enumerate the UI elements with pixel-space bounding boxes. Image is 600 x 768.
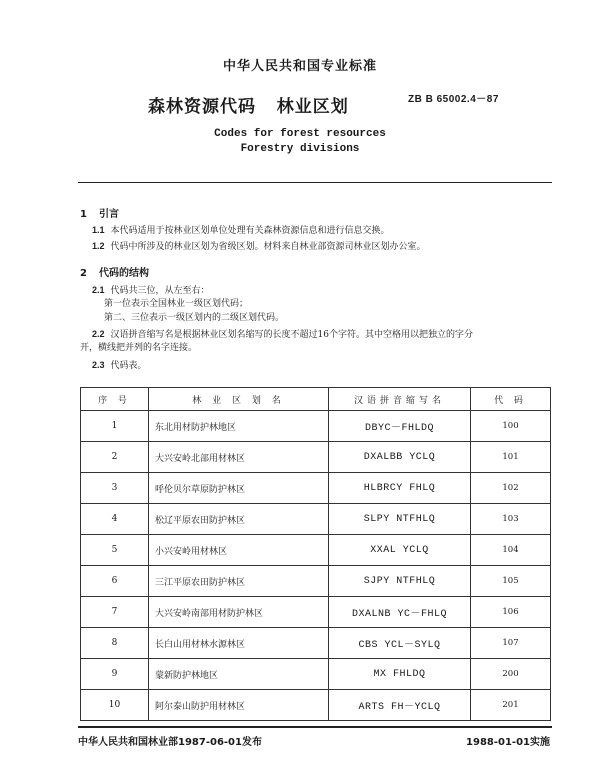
document-title-chinese: 森林资源代码 林业区划 bbox=[148, 97, 349, 117]
section-1-number: 1 bbox=[80, 209, 87, 220]
row-pinyin-abbrev: DBYC－FHLDQ bbox=[329, 411, 471, 442]
document-title-english-line1: Codes for forest resources bbox=[214, 128, 386, 140]
table-body bbox=[81, 411, 551, 721]
row-division-name: 大兴安岭南部用材防护林区 bbox=[149, 597, 329, 628]
clause-2-1-item-a: 第一位表示全国林业一级区划代码； bbox=[104, 299, 249, 309]
table-row bbox=[81, 597, 551, 628]
row-seq: 9 bbox=[81, 659, 149, 690]
row-seq: 3 bbox=[81, 473, 149, 504]
clause-2-3 bbox=[92, 359, 147, 373]
row-seq: 7 bbox=[81, 597, 149, 628]
row-division-name: 东北用材防护林地区 bbox=[149, 411, 329, 442]
row-seq: 5 bbox=[81, 535, 149, 566]
row-division-name: 三江平原农田防护林区 bbox=[149, 566, 329, 597]
row-seq: 8 bbox=[81, 628, 149, 659]
row-division-name: 大兴安岭北部用材林区 bbox=[149, 442, 329, 473]
clause-2-3-number: 2.3 bbox=[92, 360, 105, 370]
table-row bbox=[81, 442, 551, 473]
row-pinyin-abbrev: SLPY NTFHLQ bbox=[329, 504, 471, 535]
clause-1-2-number: 1.2 bbox=[92, 241, 105, 251]
header-divider bbox=[78, 182, 552, 183]
row-pinyin-abbrev: CBS YCL－SYLQ bbox=[329, 628, 471, 659]
header-pinyin-abbrev: 汉语拼音缩写名 bbox=[329, 388, 471, 411]
section-2-number: 2 bbox=[80, 268, 87, 279]
row-pinyin-abbrev: SJPY NTFHLQ bbox=[329, 566, 471, 597]
forestry-division-code-table bbox=[80, 387, 551, 721]
standard-type-heading: 中华人民共和国专业标准 bbox=[222, 59, 377, 74]
table-row bbox=[81, 659, 551, 690]
row-division-name: 松辽平原农田防护林区 bbox=[149, 504, 329, 535]
document-title-english-line2: Forestry divisions bbox=[240, 143, 360, 155]
issuer-statement: 中华人民共和国林业部1987-06-01发布 bbox=[78, 737, 262, 748]
header-seq: 序 号 bbox=[81, 388, 149, 411]
row-code: 100 bbox=[471, 411, 551, 442]
row-pinyin-abbrev: DXALBB YCLQ bbox=[329, 442, 471, 473]
row-division-name: 阿尔泰山防护用材林区 bbox=[149, 690, 329, 721]
clause-2-1-text: 代码共三位，从左至右： bbox=[110, 286, 210, 296]
footer-divider bbox=[78, 726, 552, 728]
clause-2-1-number: 2.1 bbox=[92, 285, 105, 295]
section-2-title: 代码的结构 bbox=[98, 268, 149, 279]
table-row bbox=[81, 690, 551, 721]
table-row bbox=[81, 566, 551, 597]
header-code: 代 码 bbox=[471, 388, 551, 411]
table-row bbox=[81, 411, 551, 442]
clause-2-3-text: 代码表。 bbox=[110, 361, 147, 371]
section-1-heading bbox=[80, 205, 119, 220]
row-code: 105 bbox=[471, 566, 551, 597]
clause-2-1-item-b: 第二、三位表示一级区划内的二级区划代码。 bbox=[104, 313, 285, 323]
row-division-name: 长白山用材林水源林区 bbox=[149, 628, 329, 659]
row-seq: 10 bbox=[81, 690, 149, 721]
clause-2-1 bbox=[92, 284, 210, 298]
row-pinyin-abbrev: DXALNB YC－FHLQ bbox=[329, 597, 471, 628]
table-header-row bbox=[81, 388, 551, 411]
clause-2-2-number: 2.2 bbox=[92, 329, 105, 339]
table-row bbox=[81, 535, 551, 566]
row-seq: 2 bbox=[81, 442, 149, 473]
row-code: 104 bbox=[471, 535, 551, 566]
row-division-name: 小兴安岭用材林区 bbox=[149, 535, 329, 566]
row-code: 107 bbox=[471, 628, 551, 659]
row-seq: 4 bbox=[81, 504, 149, 535]
table-row bbox=[81, 473, 551, 504]
row-division-name: 蒙新防护林地区 bbox=[149, 659, 329, 690]
header-division-name: 林 业 区 划 名 bbox=[149, 388, 329, 411]
clause-2-2-text-line1: 汉语拼音缩写名是根据林业区划名缩写的长度不超过16个字符。其中空格用以把独立的字分 bbox=[110, 330, 473, 340]
row-code: 201 bbox=[471, 690, 551, 721]
row-pinyin-abbrev: XXAL YCLQ bbox=[329, 535, 471, 566]
row-code: 102 bbox=[471, 473, 551, 504]
table-row bbox=[81, 504, 551, 535]
clause-2-2-continuation: 开，横线把并列的名字连接。 bbox=[80, 343, 198, 353]
clause-1-2 bbox=[92, 240, 426, 254]
row-seq: 6 bbox=[81, 566, 149, 597]
row-code: 103 bbox=[471, 504, 551, 535]
row-pinyin-abbrev: ARTS FH－YCLQ bbox=[329, 690, 471, 721]
row-division-name: 呼伦贝尔草原防护林区 bbox=[149, 473, 329, 504]
clause-1-1-text: 本代码适用于按林业区划单位处理有关森林资源信息和进行信息交换。 bbox=[110, 226, 390, 236]
effective-date: 1988-01-01实施 bbox=[466, 737, 550, 748]
row-code: 106 bbox=[471, 597, 551, 628]
row-pinyin-abbrev: HLBRCY FHLQ bbox=[329, 473, 471, 504]
table-row bbox=[81, 628, 551, 659]
standard-code: ZB B 65002.4－87 bbox=[408, 94, 499, 105]
clause-1-2-text: 代码中所涉及的林业区划为省级区划。材料来自林业部资源司林业区划办公室。 bbox=[110, 242, 426, 252]
row-pinyin-abbrev: MX FHLDQ bbox=[329, 659, 471, 690]
clause-1-1-number: 1.1 bbox=[92, 225, 105, 235]
row-code: 101 bbox=[471, 442, 551, 473]
clause-1-1 bbox=[92, 224, 390, 238]
clause-2-2 bbox=[92, 328, 552, 342]
section-1-title: 引言 bbox=[98, 209, 119, 220]
row-code: 200 bbox=[471, 659, 551, 690]
row-seq: 1 bbox=[81, 411, 149, 442]
section-2-heading bbox=[80, 264, 149, 279]
